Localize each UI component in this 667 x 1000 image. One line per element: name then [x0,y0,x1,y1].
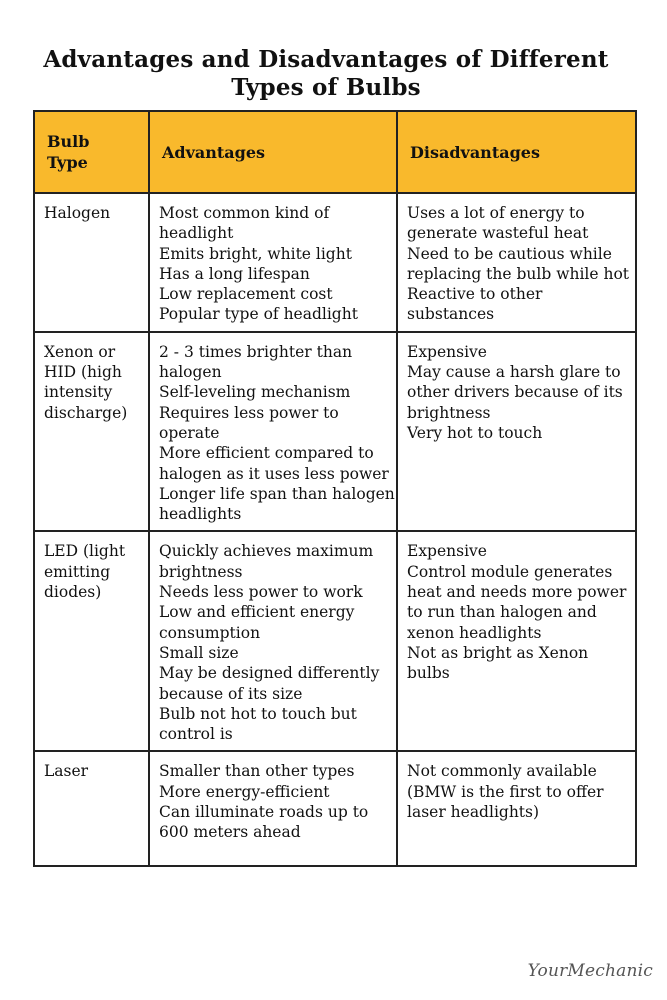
table-row [34,193,636,332]
list-item: Needs less power to work [159,583,363,602]
title-line-2: Types of Bulbs [231,74,421,101]
list-item: May be designed differently because of its size [159,664,380,703]
disadvantages-cell [397,531,636,751]
table-row [34,332,636,532]
list-item: Not commonly available (BMW is the first to offer laser headlights) [407,762,604,822]
list-item: Longer life span than halogen headlights [159,484,395,524]
list-item: Uses a lot of energy to generate wasteful heat [407,204,589,243]
list-item: Smaller than other types [159,762,355,781]
header-advantages: Advantages [149,111,397,193]
list-item: 2 - 3 times brighter than halogen [159,342,353,382]
list-item: May cause a harsh glare to other drivers because of its brightness [407,363,623,422]
disadvantages-cell [397,193,636,332]
advantages-cell [149,751,397,866]
header-disadvantages: Disadvantages [397,111,636,193]
list-item: Low replacement cost [159,285,333,304]
list-item: Expensive [407,542,487,561]
bulb-comparison-table [33,110,637,867]
header-bulb-type: Bulb Type [34,111,149,193]
table-row [34,531,636,751]
bulb-type-cell: Xenon or HID (high intensity discharge) [34,332,149,532]
list-item: Quickly achieves maximum brightness [159,542,374,581]
bulb-type-cell: LED (light emitting diodes) [34,531,149,751]
disadvantages-cell [397,332,636,532]
list-item: Small size [159,643,239,662]
list-item: Has a long lifespan [159,264,310,283]
disadvantages-cell [397,751,636,866]
list-item: Not as bright as Xenon bulbs [407,643,589,683]
title-line-1: Advantages and Disadvantages of Different [43,46,609,73]
list-item: Low and efficient energy consumption [159,603,355,642]
list-item: Most common kind of headlight [159,204,330,243]
list-item: Reactive to other substances [407,285,543,324]
list-item: Expensive [407,342,487,361]
page-title [0,46,652,102]
table-header-row [34,111,636,193]
list-item: Bulb not hot to touch but control is [159,704,357,744]
list-item: Emits bright, white light [159,244,352,263]
list-item: More energy-efficient [159,782,330,801]
advantages-cell [149,332,397,532]
list-item: More efficient compared to halogen as it uses less power [159,444,389,483]
table-row [34,751,636,866]
bulb-type-cell: Laser [34,751,149,866]
advantages-cell [149,531,397,751]
list-item: Can illuminate roads up to 600 meters ahead [159,803,369,842]
list-item: Very hot to touch [407,423,543,442]
list-item: Control module generates heat and needs more power to run than halogen and xenon headlights [407,562,627,642]
advantages-cell [149,193,397,332]
yourmechanic-watermark-logo: YourMechanic [527,961,653,981]
bulb-type-cell: Halogen [34,193,149,332]
list-item: Need to be cautious while replacing the bulb while hot [407,244,630,283]
list-item: Self-leveling mechanism [159,383,351,402]
list-item: Popular type of headlight [159,305,358,324]
list-item: Requires less power to operate [159,403,339,442]
